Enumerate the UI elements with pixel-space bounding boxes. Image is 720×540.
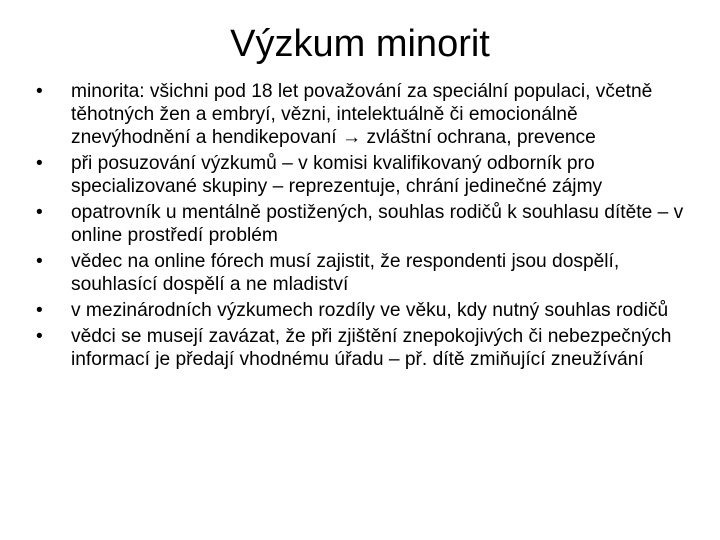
bullet-text: při posuzování výzkumů – v komisi kvalifikovaný odborník pro specializované skupiny – reprezentuje, chrání jedinečné zájmy [71, 153, 603, 197]
bullet-item [36, 201, 686, 247]
bullet-text: vědec na online fórech musí zajistit, že respondenti jsou dospělí, souhlasící dospělí a ne mladiství [71, 251, 620, 295]
bullet-dot-icon: • [36, 81, 43, 102]
bullet-dot-icon: • [36, 251, 43, 272]
bullet-item [36, 152, 686, 198]
bullet-dot-icon: • [36, 300, 43, 321]
bullet-item [36, 325, 686, 371]
slide-title: Výzkum minorit [230, 23, 490, 65]
bullet-item [36, 80, 686, 149]
bullet-text: vědci se musejí zavázat, že při zjištění znepokojivých či nebezpečných informací je předají vhodnému úřadu – př. dítě zmiňující zneužívání [71, 326, 672, 370]
bullet-text: minorita: všichni pod 18 let považování za speciální populaci, včetně těhotných žen a embryí, vězni, intelektuálně či emocionálně znevýhodnění a hendikepovaní → zvláštní ochrana, prevence [71, 81, 653, 148]
bullet-dot-icon: • [36, 153, 43, 174]
bullet-item [36, 250, 686, 296]
bullet-list [36, 80, 686, 374]
bullet-dot-icon: • [36, 202, 43, 223]
bullet-text: v mezinárodních výzkumech rozdíly ve věku, kdy nutný souhlas rodičů [71, 300, 669, 321]
bullet-text: opatrovník u mentálně postižených, souhlas rodičů k souhlasu dítěte – v online prostředí problém [71, 202, 684, 246]
bullet-item [36, 299, 686, 322]
bullet-dot-icon: • [36, 326, 43, 347]
